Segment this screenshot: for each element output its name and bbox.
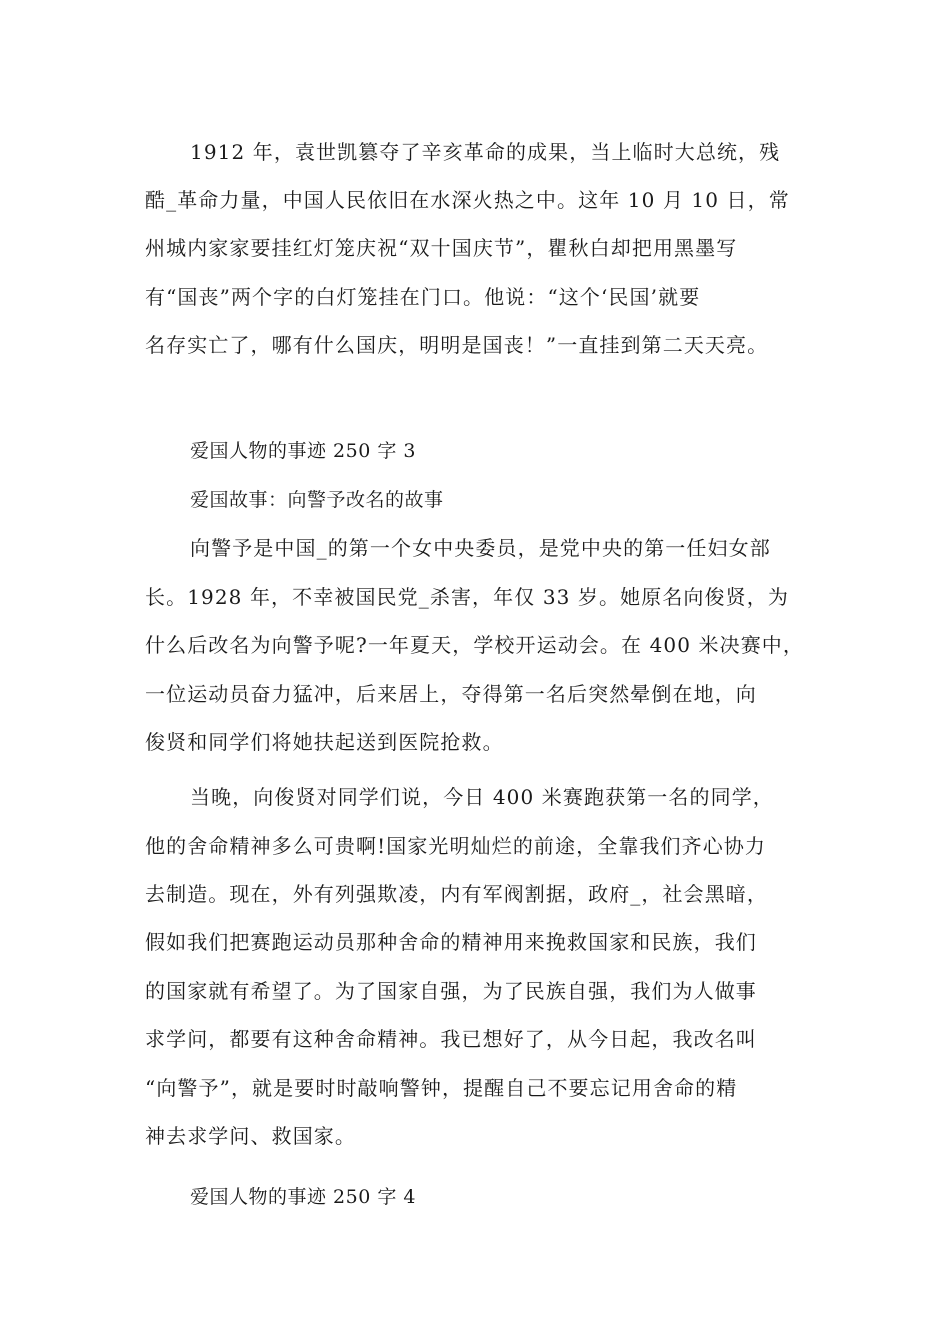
- section-heading: 爱国人物的事迹 250 字 3: [190, 440, 416, 462]
- paragraph-line: 他的舍命精神多么可贵啊!国家光明灿烂的前途，全靠我们齐心协力: [145, 834, 767, 858]
- paragraph-line: 神去求学问、救国家。: [145, 1124, 356, 1148]
- paragraph-line: 州城内家家要挂红灯笼庆祝“双十国庆节”，瞿秋白却把用黑墨写: [145, 236, 738, 260]
- paragraph-line: 的国家就有希望了。为了国家自强，为了民族自强，我们为人做事: [145, 979, 757, 1003]
- paragraph-line: 去制造。现在，外有列强欺凌，内有军阀割据，政府_，社会黑暗，: [145, 882, 768, 906]
- paragraph-line: 长。1928 年，不幸被国民党_杀害，年仅 33 岁。她原名向俊贤，为: [145, 585, 789, 609]
- paragraph-line: 名存实亡了，哪有什么国庆，明明是国丧！”一直挂到第二天天亮。: [145, 333, 769, 357]
- paragraph-line: 一位运动员奋力猛冲，后来居上，夺得第一名后突然晕倒在地，向: [145, 682, 757, 706]
- section-heading: 爱国人物的事迹 250 字 4: [190, 1186, 416, 1208]
- paragraph-line: 1912 年，袁世凯篡夺了辛亥革命的成果，当上临时大总统，残: [190, 140, 781, 164]
- paragraph-line: 向警予是中国_的第一个女中央委员，是党中央的第一任妇女部: [190, 536, 771, 560]
- story-title: 爱国故事：向警予改名的故事: [190, 489, 444, 511]
- paragraph-line: 酷_革命力量，中国人民依旧在水深火热之中。这年 10 月 10 日，常: [145, 188, 790, 212]
- paragraph-line: 当晚，向俊贤对同学们说，今日 400 米赛跑获第一名的同学，: [190, 785, 774, 809]
- paragraph-line: 有“国丧”两个字的白灯笼挂在门口。他说：“这个‘民国’就要: [145, 285, 701, 309]
- paragraph-line: 什么后改名为向警予呢?一年夏天，学校开运动会。在 400 米决赛中，: [145, 633, 805, 657]
- paragraph-line: 求学问，都要有这种舍命精神。我已想好了，从今日起，我改名叫: [145, 1027, 757, 1051]
- paragraph-line: “向警予”，就是要时时敲响警钟，提醒自己不要忘记用舍命的精: [145, 1076, 738, 1100]
- paragraph-line: 假如我们把赛跑运动员那种舍命的精神用来挽救国家和民族，我们: [145, 930, 757, 954]
- paragraph-line: 俊贤和同学们将她扶起送到医院抢救。: [145, 730, 504, 754]
